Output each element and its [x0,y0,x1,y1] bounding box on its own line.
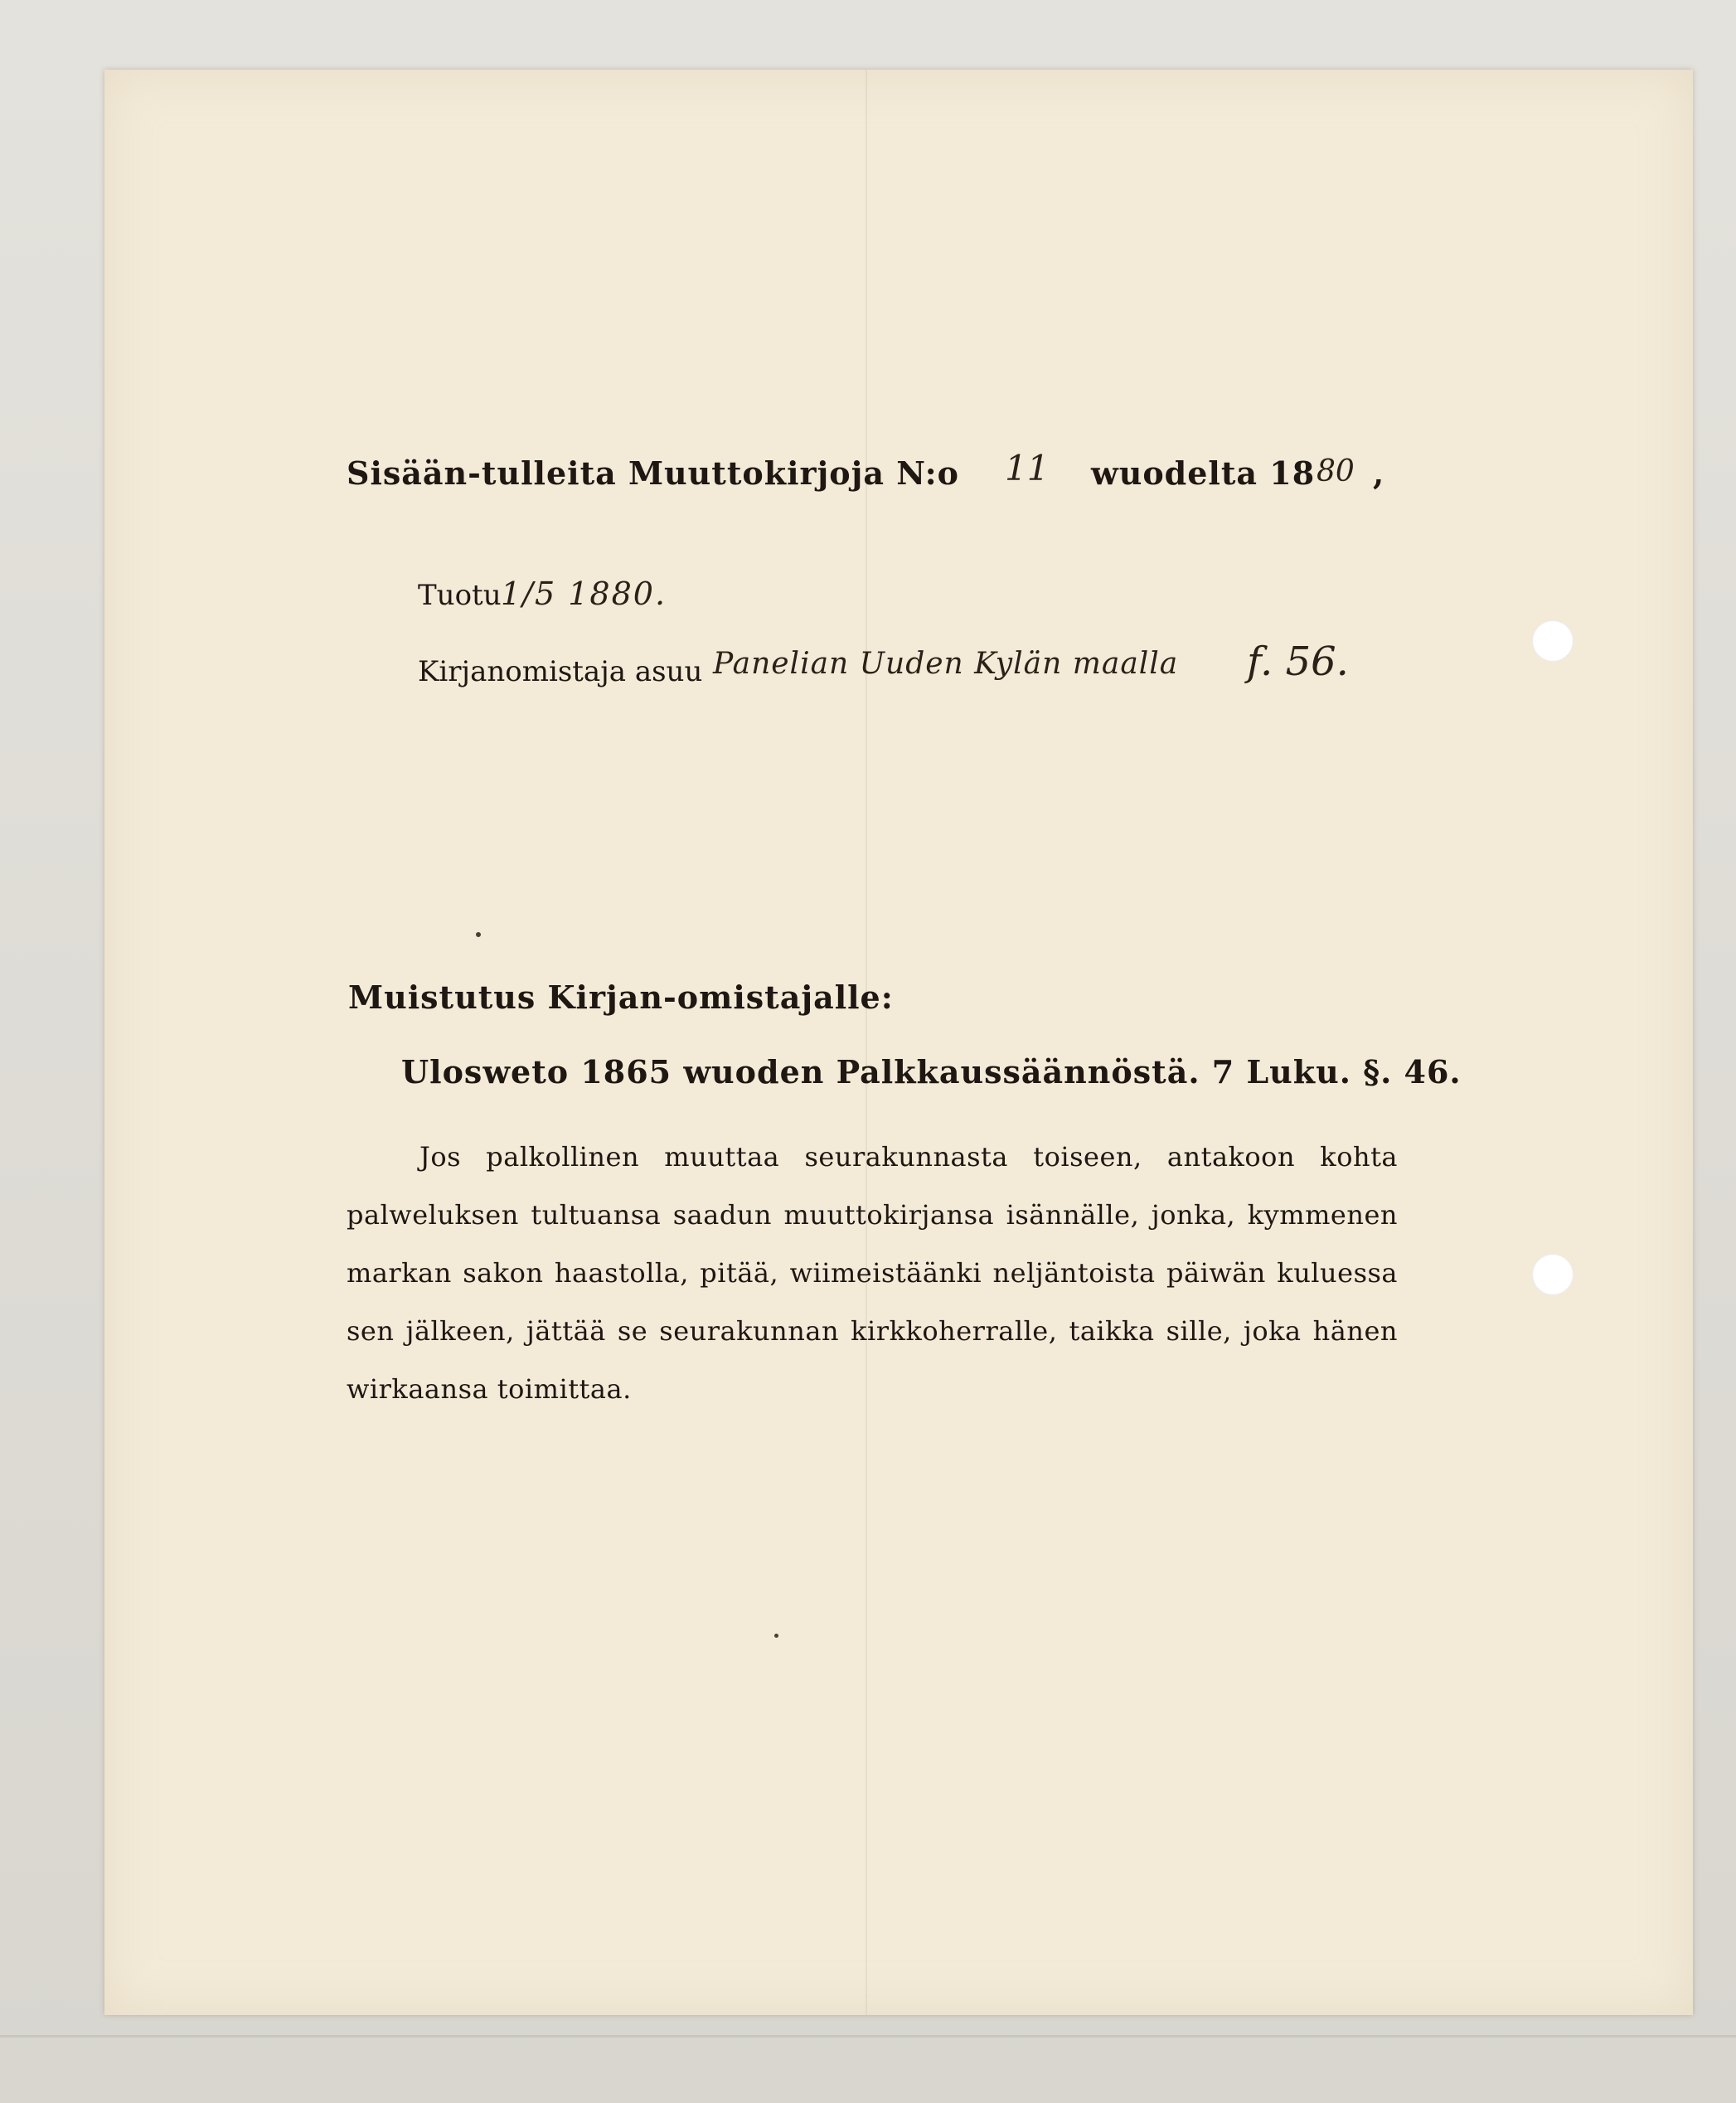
notice-excerpt-title: Ulosweto 1865 wuoden Palkkaussäännöstä. 7 Luku. §. 46. [401,1053,1462,1090]
title-comma: , [1373,454,1384,492]
handwritten-number: 11 [1005,448,1050,488]
handwritten-owner-residence: Panelian Uuden Kylän maalla [713,647,1179,681]
notice-heading: Muistutus Kirjan-omistajalle: [348,979,894,1016]
form-title: Sisään-tulleita Muuttokirjoja N:o [347,454,959,492]
paper-fold-line [866,70,867,2015]
handwritten-folio-reference: f. 56. [1247,639,1349,685]
owner-label: Kirjanomistaja asuu [418,655,703,688]
brought-label: Tuotu [418,579,502,612]
punch-hole-top [1532,620,1574,662]
punch-hole-bottom [1532,1254,1574,1295]
ink-speck [476,932,481,937]
handwritten-brought-date: 1/5 1880. [501,576,667,612]
year-label: wuodelta 18 [1091,454,1316,492]
notice-body-paragraph: Jos palkollinen muuttaa seurakunnasta toiseen, antakoon kohta palweluksen tultuansa saadun muuttokirjansa isännälle, jonka, kymmenen markan sakon haastolla, pitää, wiimeistäänki neljäntoista päiwän kuluessa sen jälkeen, jättää se seurakunnan kirkkoherralle, taikka sille, joka hänen wirkaansa toimittaa. [347,1141,1398,1405]
document-sheet [104,70,1693,2015]
handwritten-year: 80 [1317,454,1355,488]
ink-speck [774,1634,778,1638]
table-edge-line [0,2035,1736,2037]
